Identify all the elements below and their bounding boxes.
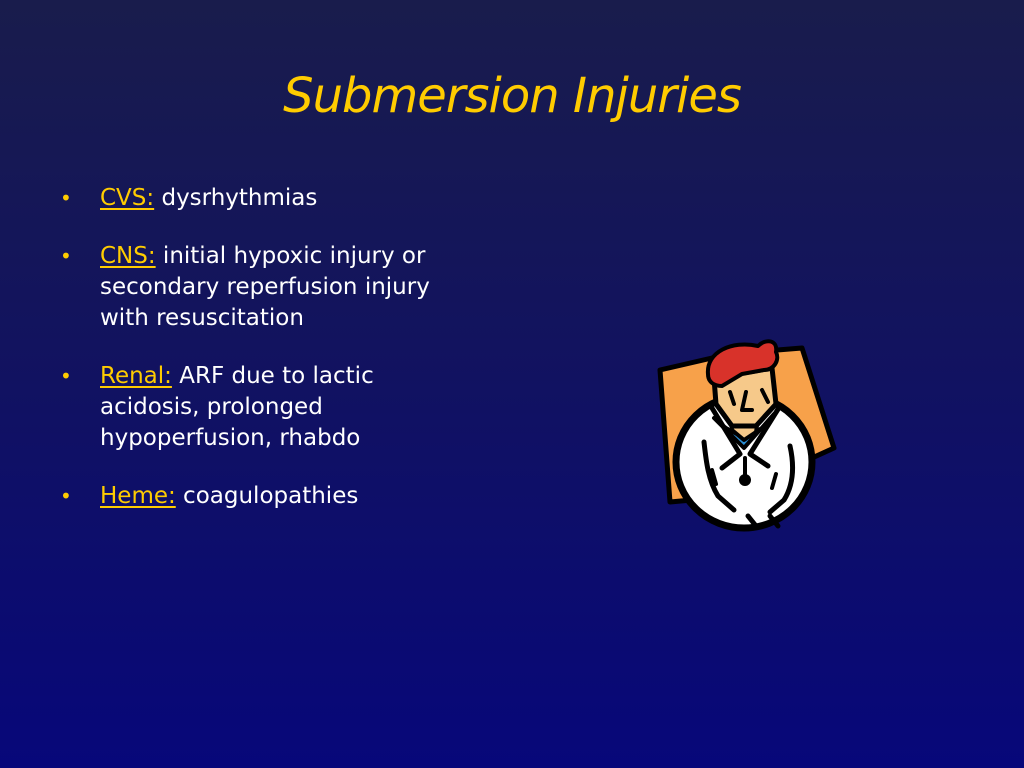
bullet-text: ARF due to lactic acidosis, prolonged hypoperfusion, rhabdo [100, 363, 374, 451]
bullet-text: initial hypoxic injury or secondary reperfusion injury with resuscitation [100, 243, 430, 331]
bullet-marker: • [60, 186, 72, 210]
bullet-text: dysrhythmias [154, 185, 318, 211]
bullet-text: coagulopathies [175, 483, 359, 509]
bullet-item-renal [58, 361, 478, 454]
bullet-label[interactable]: Renal: [100, 363, 172, 389]
bullet-list [58, 183, 478, 539]
slide-title: Submersion Injuries [283, 68, 741, 124]
bullet-item-cvs [58, 183, 478, 214]
bullet-marker: • [60, 244, 72, 268]
bullet-label[interactable]: CNS: [100, 243, 156, 269]
bullet-marker: • [60, 484, 72, 508]
bullet-marker: • [60, 364, 72, 388]
bullet-item-cns [58, 241, 478, 334]
doctor-with-clipboard-icon [652, 330, 842, 535]
bullet-label[interactable]: Heme: [100, 483, 176, 509]
bullet-item-heme [58, 481, 478, 512]
bullet-label[interactable]: CVS: [100, 185, 155, 211]
